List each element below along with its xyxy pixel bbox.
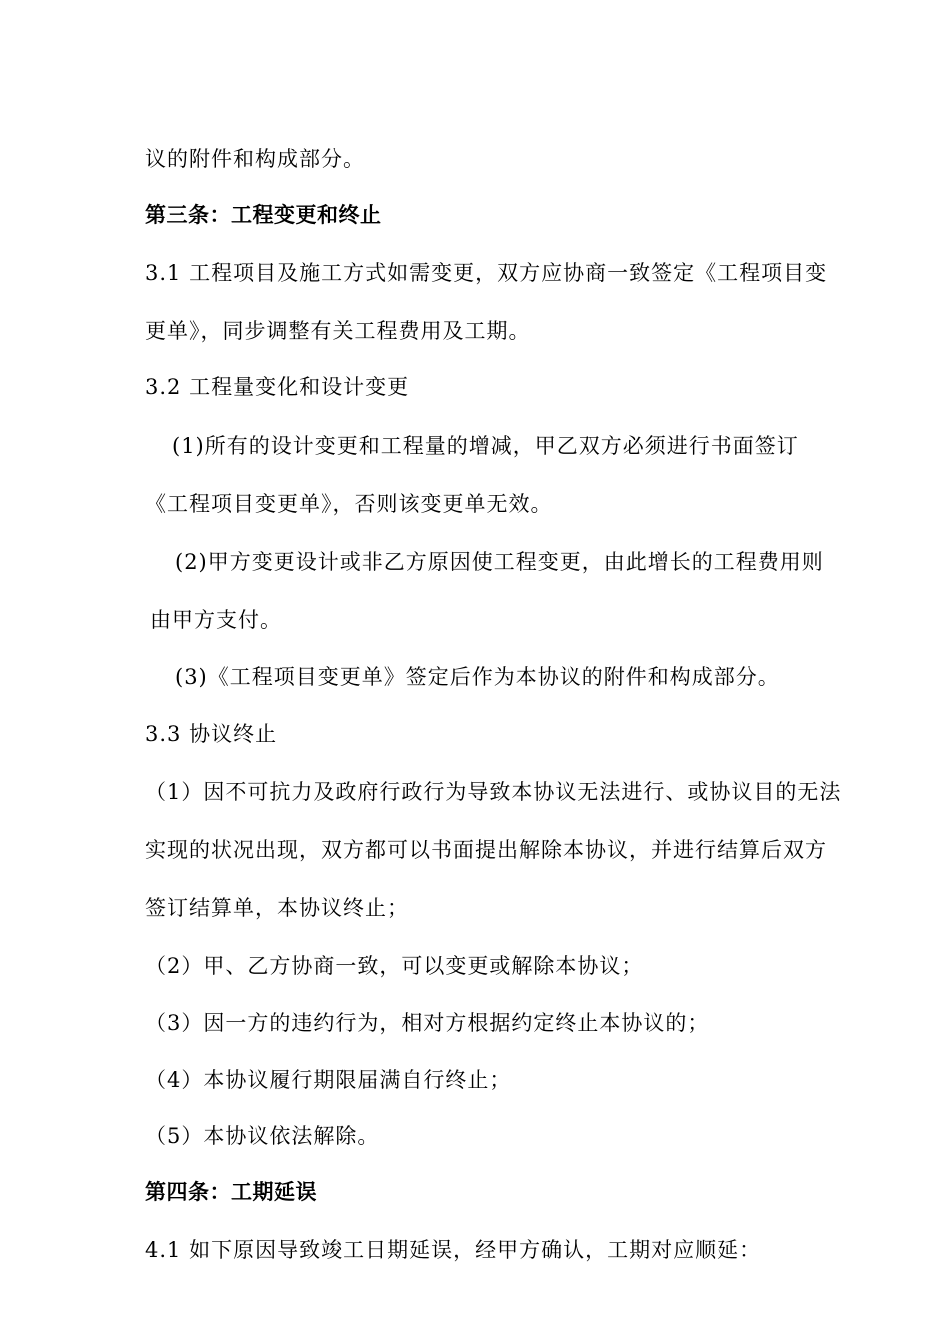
clause-3-1-line-2: 更单》，同步调整有关工程费用及工期。 <box>145 319 531 343</box>
clause-3-3-heading: 3.3 协议终止 <box>145 722 278 746</box>
clause-3-2-item-3: (3)《工程项目变更单》签定后作为本协议的附件和构成部分。 <box>175 665 780 689</box>
clause-4-1: 4.1 如下原因导致竣工日期延误，经甲方确认，工期对应顺延： <box>145 1238 762 1262</box>
clause-3-3-item-1-line-1: （1）因不可抗力及政府行政行为导致本协议无法进行、或协议目的无法 <box>145 780 842 804</box>
clause-3-2-item-1-line-2: 《工程项目变更单》，否则该变更单无效。 <box>145 492 553 516</box>
clause-3-1-line-1: 3.1 工程项目及施工方式如需变更，双方应协商一致签定《工程项目变 <box>145 261 828 285</box>
clause-3-2-item-1-line-1: (1)所有的设计变更和工程量的增减，甲乙双方必须进行书面签订 <box>172 434 799 458</box>
article-4-heading: 第四条：工期延误 <box>145 1180 317 1204</box>
article-3-heading: 第三条：工程变更和终止 <box>145 203 382 227</box>
clause-3-3-item-1-line-2: 实现的状况出现，双方都可以书面提出解除本协议，并进行结算后双方 <box>145 838 827 862</box>
clause-3-3-item-1-line-3: 签订结算单，本协议终止； <box>145 896 409 920</box>
clause-3-3-item-5: （5）本协议依法解除。 <box>145 1124 380 1148</box>
clause-3-2-heading: 3.2 工程量变化和设计变更 <box>145 375 410 399</box>
paragraph-continuation: 议的附件和构成部分。 <box>145 147 365 171</box>
clause-3-3-item-2: （2）甲、乙方协商一致，可以变更或解除本协议； <box>145 954 644 978</box>
clause-3-3-item-3: （3）因一方的违约行为，相对方根据约定终止本协议的； <box>145 1011 710 1035</box>
clause-3-3-item-4: （4）本协议履行期限届满自行终止； <box>145 1068 512 1092</box>
clause-3-2-item-2-line-2: 由甲方支付。 <box>150 608 282 632</box>
clause-3-2-item-2-line-1: (2)甲方变更设计或非乙方原因使工程变更，由此增长的工程费用则 <box>175 550 824 574</box>
